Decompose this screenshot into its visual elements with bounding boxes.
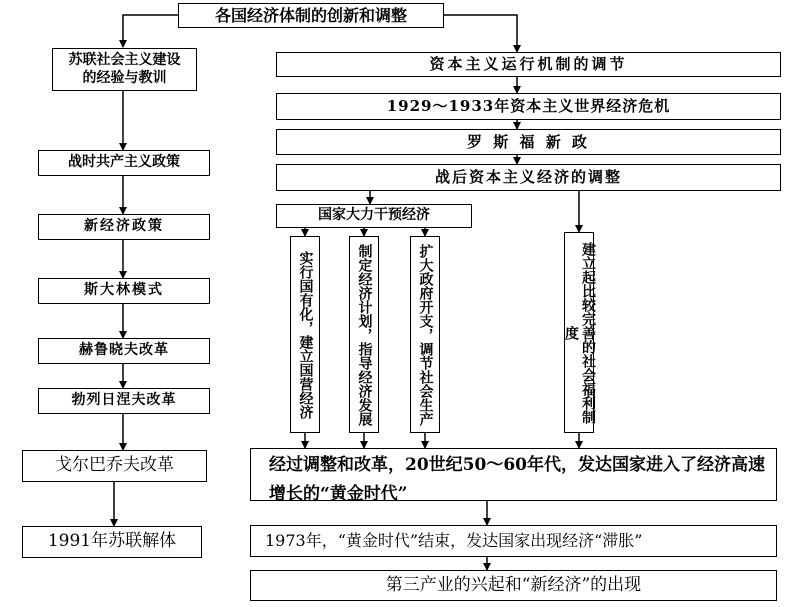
capitalism-header-box: 资本主义运行机制的调节	[276, 52, 781, 77]
new-economy-box: 第三产业的兴起和“新经济”的出现	[250, 570, 777, 601]
measure-government-spending: 扩大政府开支，调节社会生产	[410, 236, 440, 433]
step-brezhnev-reform: 勃列日涅夫改革	[38, 388, 210, 414]
new-deal-box: 罗 斯 福 新 政	[276, 129, 781, 155]
step-war-communism: 战时共产主义政策	[38, 150, 210, 176]
soviet-header-box: 苏联社会主义建设的经验与教训	[52, 48, 197, 91]
step-stalin-model: 斯大林模式	[38, 278, 210, 304]
diagram-title: 各国经济体制的创新和调整	[178, 3, 444, 28]
economic-crisis-box: 1929～1933年资本主义世界经济危机	[276, 93, 781, 120]
measure-nationalization: 实行国有化，建立国营经济	[290, 236, 320, 433]
step-ussr-dissolution: 1991年苏联解体	[22, 526, 202, 558]
branch-line-right	[444, 15, 517, 52]
golden-age-box: 经过调整和改革，20世纪50～60年代，发达国家进入了经济高速增长的“黄金时代”	[250, 448, 777, 501]
state-intervention-box: 国家大力干预经济	[276, 204, 472, 228]
step-nep: 新经济政策	[38, 214, 210, 240]
stagflation-box: 1973年，“黄金时代”结束，发达国家出现经济“滞胀”	[250, 525, 777, 557]
branch-line-left	[123, 15, 178, 47]
step-gorbachev-reform: 戈尔巴乔夫改革	[22, 450, 207, 482]
measure-economic-planning: 制定经济计划，指导经济发展	[349, 236, 379, 433]
measure-social-welfare: 建立起比较完善的社会福利制度	[564, 232, 594, 433]
step-khrushchev-reform: 赫鲁晓夫改革	[38, 338, 210, 364]
postwar-adjustment-box: 战后资本主义经济的调整	[276, 164, 781, 191]
